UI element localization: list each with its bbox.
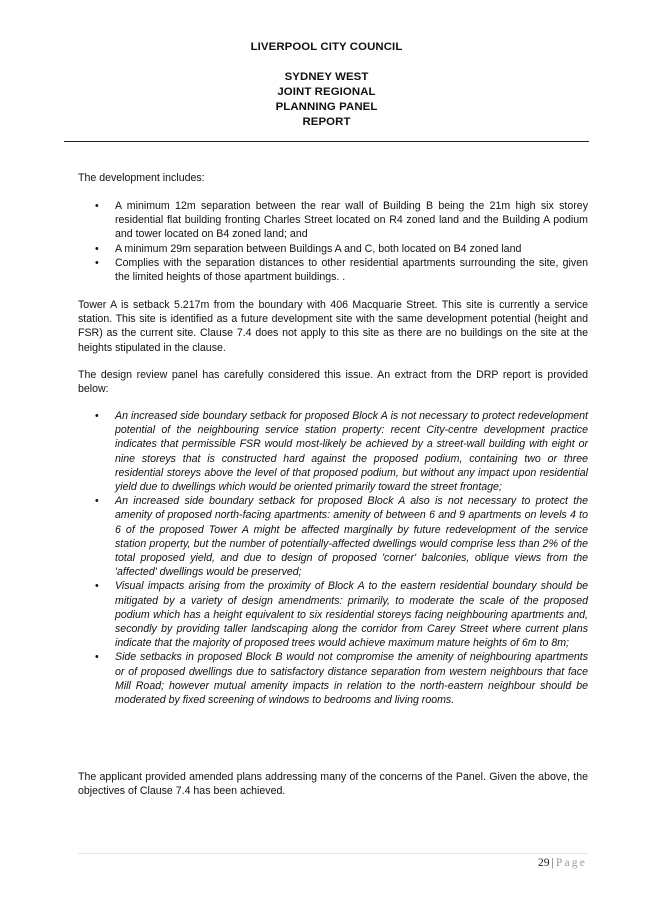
list-item-text: An increased side boundary setback for proposed Block A is not necessary to protect redevelopment potential of the neighbouring service station property: recent City-centre development practice indicates that permissible FSR would most-likely be achieved by a street-wall building with eight or nine storeys that is constructed hard against the proposed podium, containing two or three residential storeys above the level of that proposed podium, but without any impact upon residential yield due to dwellings which would be oriented primarily toward the street frontage;: [115, 410, 588, 494]
page-number: 29: [538, 857, 550, 869]
list-item: [78, 199, 588, 242]
list-item: [78, 494, 588, 579]
page-footer: [538, 857, 587, 869]
list-item-text: Side setbacks in proposed Block B would not compromise the amenity of neighbouring apartments or of proposed dwellings due to satisfactory distance separation from western neighbours that face Mill Road; however mutual amenity impacts in relation to the north-eastern neighbour should be moderated by fixed screening of windows to bedrooms and living rooms.: [115, 651, 588, 707]
list-item: [78, 650, 588, 707]
design-review-paragraph: The design review panel has carefully considered this issue. An extract from the DRP report is provided below:: [78, 369, 588, 396]
tower-setback-paragraph: Tower A is setback 5.217m from the boundary with 406 Macquarie Street. This site is currently a service station. This site is identified as a future development site with the same development potential (height and FSR) as the current site. Clause 7.4 does not apply to this site as there are no buildings on the site at the heights stipulated in the clause.: [78, 299, 588, 354]
page-label: Page: [555, 857, 587, 869]
list-item-text: An increased side boundary setback for proposed Block A also is not necessary to protect the amenity of proposed north-facing apartments: amenity of between 6 and 9 apartments on levels 4 to 6 of the proposed Tower A might be affected marginally by future redevelopment of the service station property, but the number of potentially-affected dwellings would comprise less than 2% of the total proposed yield, and due to design of proposed 'corner' balconies, oblique views from the 'affected' dwellings would be preserved;: [115, 495, 588, 579]
bullet-icon: •: [95, 200, 99, 212]
bullet-icon: •: [95, 580, 99, 593]
drp-extract-list: [78, 409, 588, 707]
bullet-icon: •: [95, 242, 99, 255]
bullet-icon: •: [95, 495, 99, 508]
list-item-text: A minimum 29m separation between Buildings A and C, both located on B4 zoned land: [115, 242, 522, 255]
list-item: [78, 242, 588, 256]
bullet-icon: •: [95, 410, 99, 422]
report-title-line: REPORT: [302, 116, 351, 128]
list-item: [78, 256, 588, 284]
list-item: [78, 579, 588, 650]
report-title-line: PLANNING PANEL: [275, 101, 378, 113]
bullet-icon: •: [95, 651, 99, 664]
footer-divider: [78, 853, 588, 854]
report-title-block: [0, 70, 653, 130]
list-item: [78, 409, 588, 494]
report-title-line: SYDNEY WEST: [284, 71, 369, 83]
report-title-line: JOINT REGIONAL: [277, 86, 376, 98]
development-list: [78, 199, 588, 284]
list-item-text: Complies with the separation distances to other residential apartments surrounding the site, given the limited heights of those apartment buildings. .: [115, 256, 588, 284]
list-item-text: A minimum 12m separation between the rear wall of Building B being the 21m high six storey residential flat building fronting Charles Street located on R4 zoned land and the Building A podium and tower located on B4 zoned land; and: [115, 200, 588, 241]
council-heading: LIVERPOOL CITY COUNCIL: [250, 41, 403, 53]
bullet-icon: •: [95, 256, 99, 269]
conclusion-paragraph: The applicant provided amended plans addressing many of the concerns of the Panel. Given the above, the objectives of Clause 7.4 has been achieved.: [78, 771, 588, 798]
intro-paragraph: The development includes:: [78, 172, 205, 184]
list-item-text: Visual impacts arising from the proximity of Block A to the eastern residential boundary should be mitigated by a variety of design amendments: primarily, to moderate the scale of the proposed podium which has a height equivalent to six residential storeys facing neighbouring apartments and, secondly by providing taller landscaping along the corridor from Carey Street where current plans indicate that the majority of proposed trees would achieve maximum mature heights of 6m to 8m;: [115, 580, 588, 650]
header-divider: [64, 141, 589, 142]
footer-separator: |: [551, 857, 554, 869]
